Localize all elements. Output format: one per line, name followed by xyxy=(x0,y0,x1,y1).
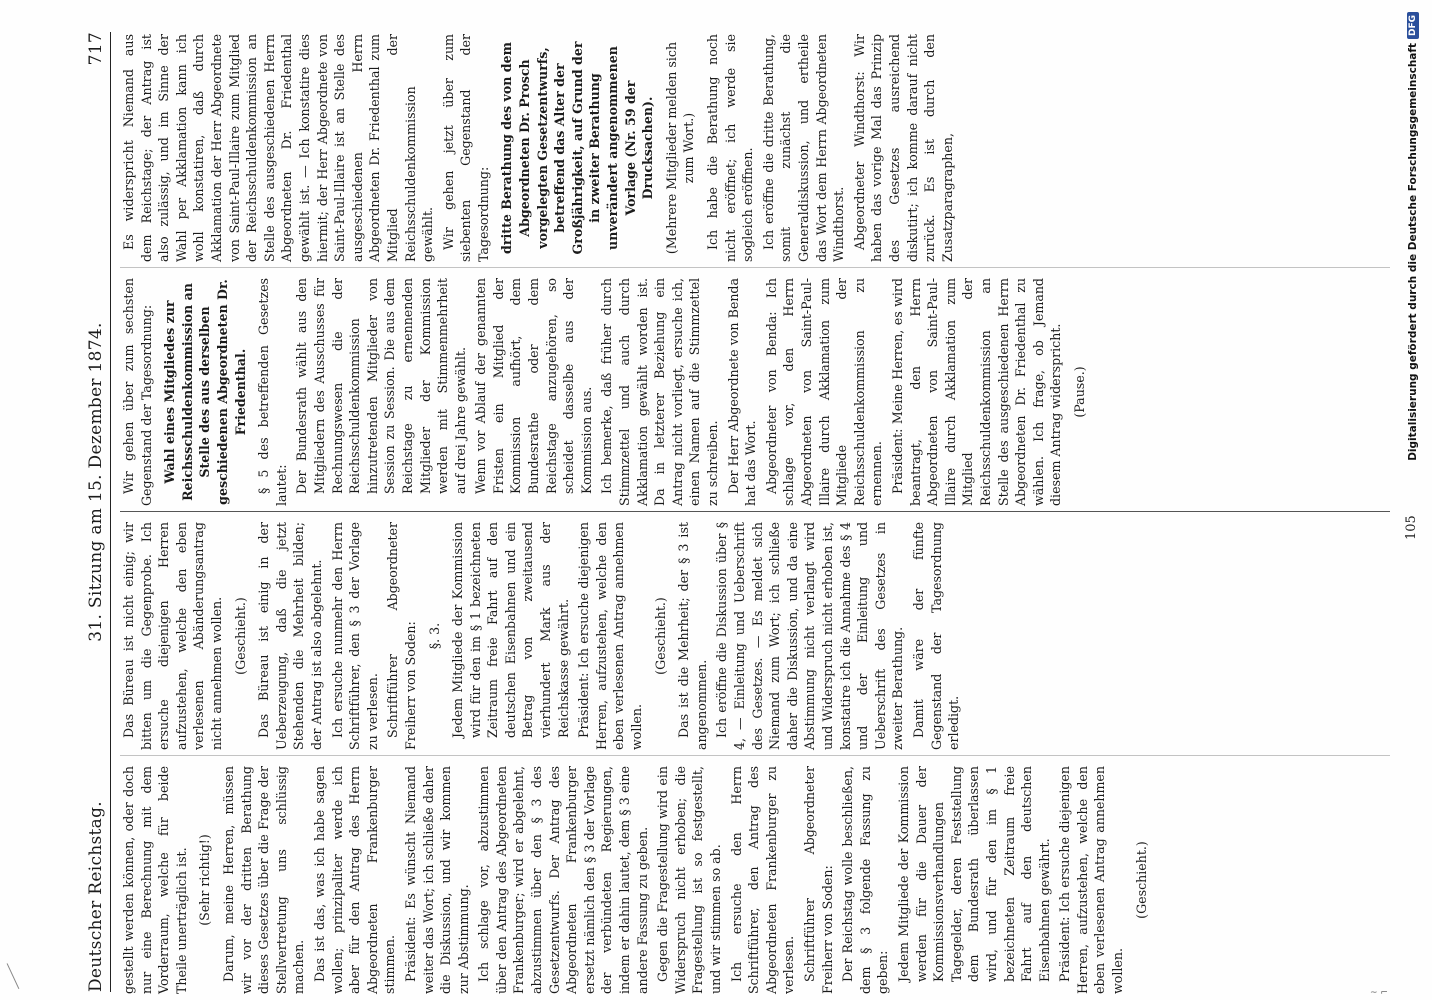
speaker-label: Schriftführer Abgeordneter Freiherr von Soden: xyxy=(385,522,418,750)
paragraph: Ich eröffne die Diskussion über § 4, — Einleitung und Ueberschrift des Gesetzes. — Es meldet sich Niemand zum Wort; ich schließe daher die Diskussion, und da eine Abstimmung nicht verlangt wird und Widerspruch nicht erhoben ist, konstatire ich die Annahme des § 4 und der Einleitung und Ueberschrift des Gesetzes in zweiter Berathung. xyxy=(714,522,906,750)
paragraph: Es widerspricht Niemand aus dem Reichstage; der Antrag ist also zulässig, und im Sinne der Wahl per Akklamation kann ich wohl konstatiren, daß durch Akklamation der Herr Abgeordnete von Saint-Paul-Illaire zum Mitglied der Reichsschuldenkommission an Stelle des ausgeschiedenen Herrn Abgeordneten Dr. Friedenthal gewählt ist. — Ich konstatire dies hiermit; der Herr Abgeordnete von Saint-Paul-Illaire ist an Stelle des ausgeschiedenen Herrn Abgeordneten Dr. Friedenthal zum Mitglied der Reichsschuldenkommission gewählt. xyxy=(121,34,436,262)
column-divider xyxy=(120,511,1390,512)
running-head-title: Deutscher Reichstag. xyxy=(86,801,106,992)
stage-direction: (Geschieht.) xyxy=(232,597,248,675)
paragraph: Damit wäre der fünfte Gegenstand der Tagesordnung erledigt. xyxy=(910,522,962,750)
speaker-paragraph: Präsident: Ich ersuche diejenigen Herren, aufzustehen, welche den eben verlesenen Antrag annehmen wollen. xyxy=(576,522,645,750)
paragraph: gestellt werden können, oder doch nur eine Berechnung mit dem Vorderraum, welche für beide Theile unerträglich ist. xyxy=(121,766,189,994)
agenda-heading: dritte Berathung des von dem Abgeordneten Dr. Prosch vorgelegten Gesetzentwurfs, betreffend das Alter der Großjährigkeit, auf Grund der in zweiter Berathung unverändert angenommenen Vorlage (Nr. 59 der Drucksachen). xyxy=(499,41,656,255)
quoted-text: Der Bundesrath wählt aus den Mitgliedern des Ausschusses für Rechnungswesen die der Reichsschuldenkommission hinzutretenden Mitglieder von Session zu Session. Die aus dem Reichstage zu ernennenden Mitglieder der Kommission werden mit Stimmenmehrheit auf drei Jahre gewählt. xyxy=(294,278,468,494)
paragraph: Ich ersuche nunmehr den Herrn Schriftführer, den § 3 der Vorlage zu verlesen. xyxy=(329,522,380,750)
running-head xyxy=(80,32,111,992)
speaker-paragraph: Abgeordneter Windthorst: Wir haben das vorige Mal das Prinzip des Gesetzes ausreichend diskutirt; ich komme darauf nicht zurück. Es ist durch den Zusatzparagraphen, xyxy=(851,34,955,262)
text-column-2 xyxy=(120,522,1420,750)
text-column-1 xyxy=(120,766,1420,994)
speaker-paragraph: Präsident: Ich ersuche diejenigen Herren, aufzustehen, welche den eben verlesenen Antrag annehmen wollen. xyxy=(1057,766,1126,994)
quoted-text: Jedem Mitgliede der Kommission werden für die Dauer der Kommissionsverhandlungen Tagegelder, deren Feststellung dem Bundesrath überlassen wird, und für den im § 1 bezeichneten Zeitraum freie Fahrt auf den deutschen Eisenbahnen gewährt. xyxy=(895,766,1052,982)
paragraph: Das ist das, was ich habe sagen wollen; prinzipaliter werde ich aber für den Antrag des Herrn Abgeordneten Frankenburger stimmen. xyxy=(311,766,398,994)
column-divider xyxy=(120,755,1390,756)
section-number: §. 3. xyxy=(426,622,442,650)
scan-artifact-mark: ~ ⌐ xyxy=(1370,988,1388,998)
text-column-4 xyxy=(120,34,1420,262)
running-head-session: 31. Sitzung am 15. Dezember 1874. xyxy=(86,322,106,642)
stage-direction: (Geschieht.) xyxy=(1133,841,1149,919)
paragraph: Ich bemerke, daß früher durch Stimmzettel und auch durch Akklamation gewählt worden ist. Da in letzterer Beziehung ein Antrag nicht vorliegt, ersuche ich, einen Namen auf die Stimmzettel zu schreiben. xyxy=(599,278,720,506)
paragraph: § 5 des betreffenden Gesetzes lautet: xyxy=(256,278,289,506)
paragraph: Das Büreau ist nicht einig; wir bitten um die Gegenprobe. Ich ersuche diejenigen Herren aufzustehen, welche den eben verlesenen Abänderungsantrag nicht annehmen wollen. xyxy=(121,522,224,750)
speaker-paragraph: Präsident: Meine Herren, es wird beantragt, den Herrn Abgeordneten von Saint-Paul-Illaire durch Akklamation zum Mitglied der Reichsschuldenkommission an Stelle des ausgeschiedenen Herrn Abgeordneten Dr. Friedenthal zu wählen. Ich frage, ob Jemand diesem Antrag widerspricht. xyxy=(889,278,1064,506)
quoted-text: Wenn vor Ablauf der genannten Fristen ein Mitglied der Kommission aufhört, dem Bundesrathe oder dem Reichstage anzugehören, so scheidet dasselbe aus der Kommission aus. xyxy=(473,278,594,494)
dfg-logo: DFG xyxy=(1407,12,1419,39)
paragraph: Gegen die Fragestellung wird ein Widerspruch nicht erhoben; die Fragestellung ist so festgestellt, und wir stimmen so ab. xyxy=(655,766,723,994)
paragraph: Das Büreau ist einig in der Ueberzeugung, daß die jetzt Stehenden die Mehrheit bilden; der Antrag ist also abgelehnt. xyxy=(256,522,324,750)
column-divider xyxy=(120,267,1390,268)
speaker-label: Schriftführer Abgeordneter Freiherr von Soden: xyxy=(801,766,835,994)
speaker-paragraph: Präsident: Es wünscht Niemand weiter das Wort; ich schließe daher die Diskussion, und wir kommen zur Abstimmung. xyxy=(402,766,471,994)
interjection: (Sehr richtig!) xyxy=(197,834,213,926)
signature-number: 105 xyxy=(1404,515,1419,540)
speaker-paragraph: Abgeordneter von Benda: Ich schlage vor, den Herrn Abgeordneten von Saint-Paul-Illaire durch Akklamation zum Mitgliede der Reichsschuldenkommission zu ernennen. xyxy=(763,278,885,506)
stage-direction: (Pause.) xyxy=(1071,366,1087,418)
stage-direction: (Geschieht.) xyxy=(652,597,668,675)
stage-direction: (Mehrere Mitglieder melden sich zum Wort.) xyxy=(663,41,697,255)
paragraph: Wir gehen jetzt über zum siebenten Gegenstand der Tagesordnung: xyxy=(440,34,491,262)
running-head-page-number: 717 xyxy=(86,32,106,66)
text-column-3 xyxy=(120,278,1420,506)
digitization-credit xyxy=(1402,12,1424,987)
quoted-text: Jedem Mitgliede der Kommission wird für den im § 1 bezeichneten Zeitraum freie Fahrt auf den deutschen Eisenbahnen und ein Betrag von zweitausend vierhundert Mark aus der Reichskasse gewährt. xyxy=(450,522,571,738)
agenda-heading: Wahl eines Mitgliedes zur Reichsschuldenkommission an Stelle des aus derselben geschiedenen Abgeordneten Dr. Friedenthal. xyxy=(162,279,248,505)
paragraph: Darum, meine Herren, müssen wir vor der dritten Berathung dieses Gesetzes über die Frage der Stellvertretung uns schlüssig machen. xyxy=(220,766,307,994)
rotated-page-content xyxy=(28,20,1428,1000)
paragraph: Der Herr Abgeordnete von Benda hat das Wort. xyxy=(725,278,759,506)
paragraph: Wir gehen über zum sechsten Gegenstand der Tagesordnung: xyxy=(121,278,154,506)
credit-text: Digitalisierung gefördert durch die Deutsche Forschungsgemeinschaft xyxy=(1407,43,1419,461)
scan-artifact-line xyxy=(7,959,29,989)
paragraph: Ich eröffne die dritte Berathung, somit zunächst die Generaldiskussion, und ertheile das Wort dem Herrn Abgeordneten Windthorst. xyxy=(760,34,847,262)
paragraph: Ich schlage vor, abzustimmen über den Antrag des Abgeordneten Frankenburger; wird er abgelehnt, abzustimmen über den § 3 des Gesetzentwurfs. Der Antrag des Abgeordneten Frankenburger ersetzt nämlich den § 3 der Vorlage der verbündeten Regierungen, indem er dahin lautet, dem § 3 eine andere Fassung zu geben. xyxy=(476,766,650,994)
paragraph: Der Reichstag wolle beschließen, dem § 3 folgende Fassung zu geben: xyxy=(840,766,891,994)
paragraph: Ich ersuche den Herrn Schriftführer, den Antrag des Abgeordneten Frankenburger zu verlesen. xyxy=(728,766,797,994)
paragraph: Ich habe die Berathung noch nicht eröffnet; ich werde sie sogleich eröffnen. xyxy=(705,34,756,262)
paragraph: Das ist die Mehrheit; der § 3 ist angenommen. xyxy=(676,522,709,750)
